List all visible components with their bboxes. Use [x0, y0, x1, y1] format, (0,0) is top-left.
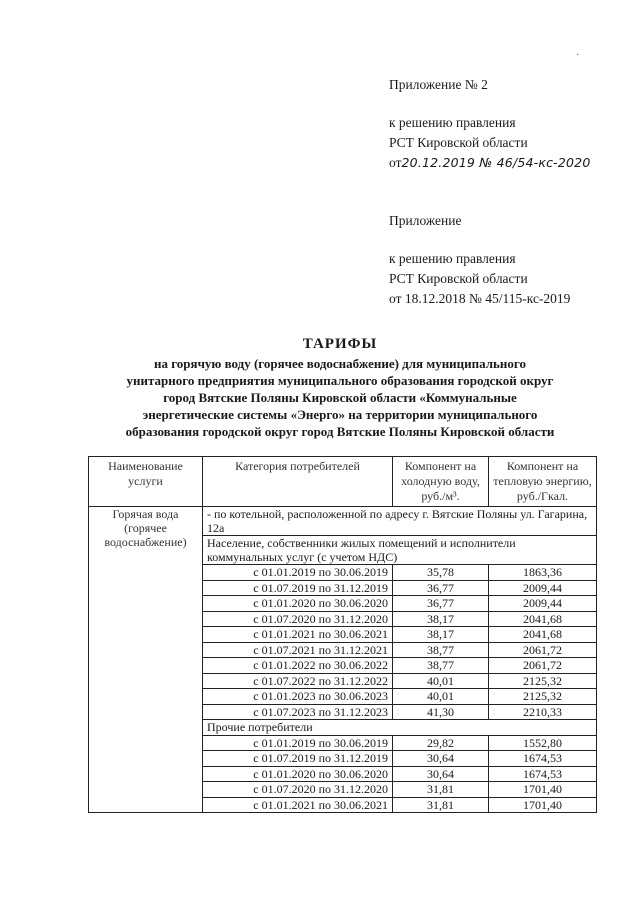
cold-water-tariff: 31,81 [393, 782, 489, 798]
tariff-period: с 01.01.2021 по 30.06.2021 [203, 797, 393, 813]
title-sub-line: на горячую воду (горячее водоснабжение) для муниципального [153, 356, 526, 371]
appendix-previous-decision: к решению правления [389, 251, 516, 266]
heat-energy-tariff: 2041,68 [489, 627, 597, 643]
title-sub-line: энергетические системы «Энерго» на территории муниципального [142, 407, 538, 422]
cold-water-tariff: 38,17 [393, 611, 489, 627]
consumer-group-label: Прочие потребители [203, 720, 597, 736]
cold-water-tariff: 40,01 [393, 689, 489, 705]
heat-energy-tariff: 2009,44 [489, 596, 597, 612]
cold-water-tariff: 31,81 [393, 797, 489, 813]
cold-water-tariff: 36,77 [393, 596, 489, 612]
scan-speck: · [576, 50, 580, 61]
cold-water-tariff: 41,30 [393, 704, 489, 720]
appendix-previous-title: Приложение [389, 213, 462, 228]
appendix-current-authority: РСТ Кировской области [389, 135, 528, 150]
cold-water-tariff: 36,77 [393, 580, 489, 596]
heat-energy-tariff: 2041,68 [489, 611, 597, 627]
header-service: Наименование услуги [89, 457, 203, 507]
header-heat-energy: Компонент на тепловую энергию, руб./Гкал. [489, 457, 597, 507]
tariff-period: с 01.01.2022 по 30.06.2022 [203, 658, 393, 674]
tariff-period: с 01.07.2022 по 31.12.2022 [203, 673, 393, 689]
heat-energy-tariff: 1701,40 [489, 797, 597, 813]
appendix-current-decision: к решению правления [389, 115, 516, 130]
consumer-group-label: Население, собственники жилых помещений и исполнители коммунальных услуг (с учетом НДС) [203, 536, 597, 565]
appendix-current-title: Приложение № 2 [389, 77, 488, 92]
cold-water-tariff: 35,78 [393, 565, 489, 581]
heat-energy-tariff: 1863,36 [489, 565, 597, 581]
tariff-period: с 01.01.2019 по 30.06.2019 [203, 735, 393, 751]
cold-water-tariff: 38,77 [393, 642, 489, 658]
appendix-previous-authority: РСТ Кировской области [389, 271, 528, 286]
title-sub-line: город Вятские Поляны Кировской области «Коммунальные [163, 390, 517, 405]
tariff-period: с 01.01.2023 по 30.06.2023 [203, 689, 393, 705]
heat-energy-tariff: 1552,80 [489, 735, 597, 751]
tariff-period: с 01.07.2023 по 31.12.2023 [203, 704, 393, 720]
title-main: ТАРИФЫ [302, 336, 378, 352]
appendix-previous [389, 211, 570, 309]
heat-energy-tariff: 2125,32 [489, 673, 597, 689]
cold-water-tariff: 30,64 [393, 766, 489, 782]
tariff-period: с 01.01.2020 по 30.06.2020 [203, 596, 393, 612]
appendix-current-date-line [389, 153, 590, 173]
tariff-period: с 01.07.2020 по 31.12.2020 [203, 782, 393, 798]
title-sub-line: образования городской округ город Вятские Поляны Кировской области [125, 424, 555, 439]
tariff-table [88, 456, 597, 813]
title-sub [100, 355, 580, 440]
tariff-period: с 01.07.2020 по 31.12.2020 [203, 611, 393, 627]
table-row [89, 507, 597, 536]
service-name: Горячая вода (горячее водоснабжение) [89, 507, 203, 813]
cold-water-tariff: 38,17 [393, 627, 489, 643]
location-note: - по котельной, расположенной по адресу г. Вятские Поляны ул. Гагарина, 12а [203, 507, 597, 536]
tariff-period: с 01.01.2019 по 30.06.2019 [203, 565, 393, 581]
heat-energy-tariff: 1674,53 [489, 766, 597, 782]
tariff-table-header [89, 457, 597, 507]
heat-energy-tariff: 2061,72 [489, 658, 597, 674]
tariff-period: с 01.01.2021 по 30.06.2021 [203, 627, 393, 643]
tariff-table-body [89, 507, 597, 813]
cold-water-tariff: 40,01 [393, 673, 489, 689]
tariff-period: с 01.01.2020 по 30.06.2020 [203, 766, 393, 782]
header-cold-water: Компонент на холодную воду, руб./м³. [393, 457, 489, 507]
header-category: Категория потребителей [203, 457, 393, 507]
cold-water-tariff: 30,64 [393, 751, 489, 767]
tariff-period: с 01.07.2019 по 31.12.2019 [203, 580, 393, 596]
title-sub-line: унитарного предприятия муниципального образования городской округ [126, 373, 554, 388]
heat-energy-tariff: 2125,32 [489, 689, 597, 705]
appendix-previous-date-number: от 18.12.2018 № 45/115-кс-2019 [389, 291, 571, 306]
cold-water-tariff: 38,77 [393, 658, 489, 674]
heat-energy-tariff: 2009,44 [489, 580, 597, 596]
heat-energy-tariff: 1674,53 [489, 751, 597, 767]
heat-energy-tariff: 2210,33 [489, 704, 597, 720]
heat-energy-tariff: 1701,40 [489, 782, 597, 798]
tariff-period: с 01.07.2019 по 31.12.2019 [203, 751, 393, 767]
tariff-period: с 01.07.2021 по 31.12.2021 [203, 642, 393, 658]
cold-water-tariff: 29,82 [393, 735, 489, 751]
document-title [100, 334, 580, 440]
appendix-current-date-prefix: от [389, 155, 402, 170]
handwritten-date-number: 20.12.2019 № 46/54-кс-2020 [401, 155, 591, 170]
appendix-current [389, 75, 590, 173]
heat-energy-tariff: 2061,72 [489, 642, 597, 658]
